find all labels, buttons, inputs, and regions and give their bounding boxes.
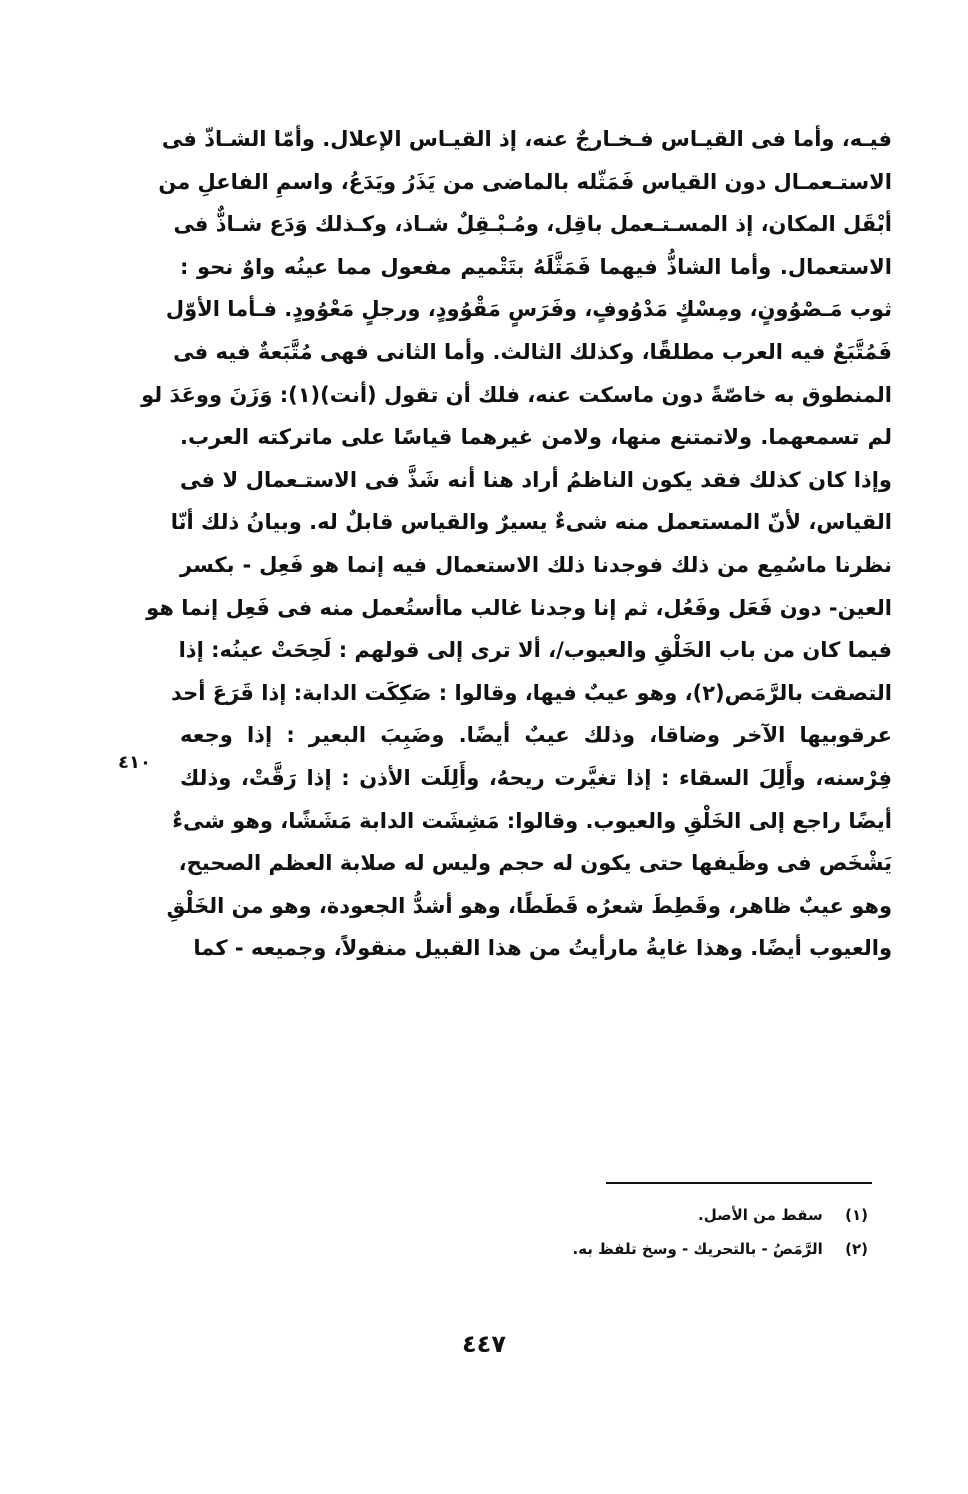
page-number: ٤٤٧ [462,1330,506,1358]
margin-page-reference: ٤١٠ [118,752,151,773]
text-line-9: وإذا كان كذلك فقد يكون الناظمُ أراد هنا أنه شَذَّ فى الاستـعمال لا فى [180,467,892,492]
text-line-15: عرقوبيها الآخر وضاقا، وذلك عيبٌ أيضًا. وضَبِبَ البعير : إذا وجعه [180,723,892,748]
footnote-text: سقط من الأصل. [698,1206,823,1224]
footnote-separator [606,1182,872,1184]
text-line-7: المنطوق به خاصّةً دون ماسكت عنه، فلك أن تقول (أنت)(١): وَزَنَ ووعَدَ لو [141,382,892,407]
text-line-10: القياس، لأنّ المستعمل منه شىءٌ يسيرٌ والقياس قابلٌ له. وبيانُ ذلك أنّا [170,510,892,535]
footnote-number: (٢) [845,1240,868,1258]
text-line-3: أبْقَل المكان، إذ المسـتـعمل باقِل، ومُـبْـقِلٌ شـاذ، وكـذلك وَدَع شـاذٌّ فى [173,212,892,237]
text-line-5: ثوب مَـصْوُونٍ، ومِسْكٍ مَدْوُوفٍ، وفَرَسٍ مَقْوُودٍ، ورجلٍ مَعْوُودٍ. فـأما الأوّل [165,297,892,322]
text-line-18: يَشْخَص فى وظَيفها حتى يكون له حجم وليس له صلابة العظم الصحيح، [178,851,892,876]
text-line-6: فَمُتَّبَعٌ فيه العرب مطلقًا، وكذلك الثالث. وأما الثانى فهى مُتَّبَعةٌ فيه فى [173,339,892,364]
main-text [141,118,892,970]
text-line-17: أيضًا راجع إلى الخَلْقِ والعيوب. وقالوا: مَشِشَت الدابة مَشَشًا، وهو شىءٌ [172,808,892,833]
footnote-2 [300,1232,868,1266]
text-line-20: والعيوب أيضًا. وهذا غايةُ مارأيتُ من هذا القبيل منقولاً، وجميعه - كما [193,936,892,961]
text-line-16: فِرْسنه، وأَلِلَ السقاء : إذا تغيَّرت ريحهُ، وأَلِلَت الأذن : إذا رَقَّتْ، وذلك [180,765,892,790]
text-line-13: فيما كان من باب الخَلْقِ والعيوب/، ألا ترى إلى قولهم : لَحِحَتْ عينُه: إذا [178,638,892,663]
text-line-12: العين- دون فَعَل وفَعُل، ثم إنا وجدنا غالب ماأستُعمل منه فى فَعِل إنما هو [146,595,892,620]
text-line-2: الاستـعمـال دون القياس فَمَثّله بالماضى من يَذَرُ ويَدَعُ، واسمِ الفاعلِ من [158,169,892,194]
footnote-text: الرَّمَصُ - بالتحريك - وسخ تلفظ به. [572,1240,823,1258]
text-line-19: وهو عيبٌ ظاهر، وقَطِطَ شعرُه قَطَطًا، وهو أشدُّ الجعودة، وهو من الخَلْقِ [166,893,892,918]
text-line-4: الاستعمال. وأما الشاذُّ فيهما فَمَثَّلَهُ بتَتْميم مفعول مما عينُه واوٌ نحو : [180,254,892,279]
footnote-1 [300,1198,868,1232]
footnotes [300,1198,868,1266]
text-line-1: فيـه، وأما فى القيـاس فـخـارجٌ عنه، إذ القيـاس الإعلال. وأمّا الشـاذّ فى [161,127,892,151]
text-line-8: لم تسمعهما. ولاتمتنع منها، ولامن غيرهما قياسًا على ماتركته العرب. [180,425,892,450]
text-line-14: التصقت بالرَّمَص(٢)، وهو عيبٌ فيها، وقالوا : صَكِكَت الدابة: إذا قَرَعَ أحد [171,680,892,705]
text-line-11: نظرنا ماسُمِع من ذلك فوجدنا ذلك الاستعمال فيه إنما هو فَعِل - بكسر [180,552,892,577]
footnote-number: (١) [845,1206,868,1224]
